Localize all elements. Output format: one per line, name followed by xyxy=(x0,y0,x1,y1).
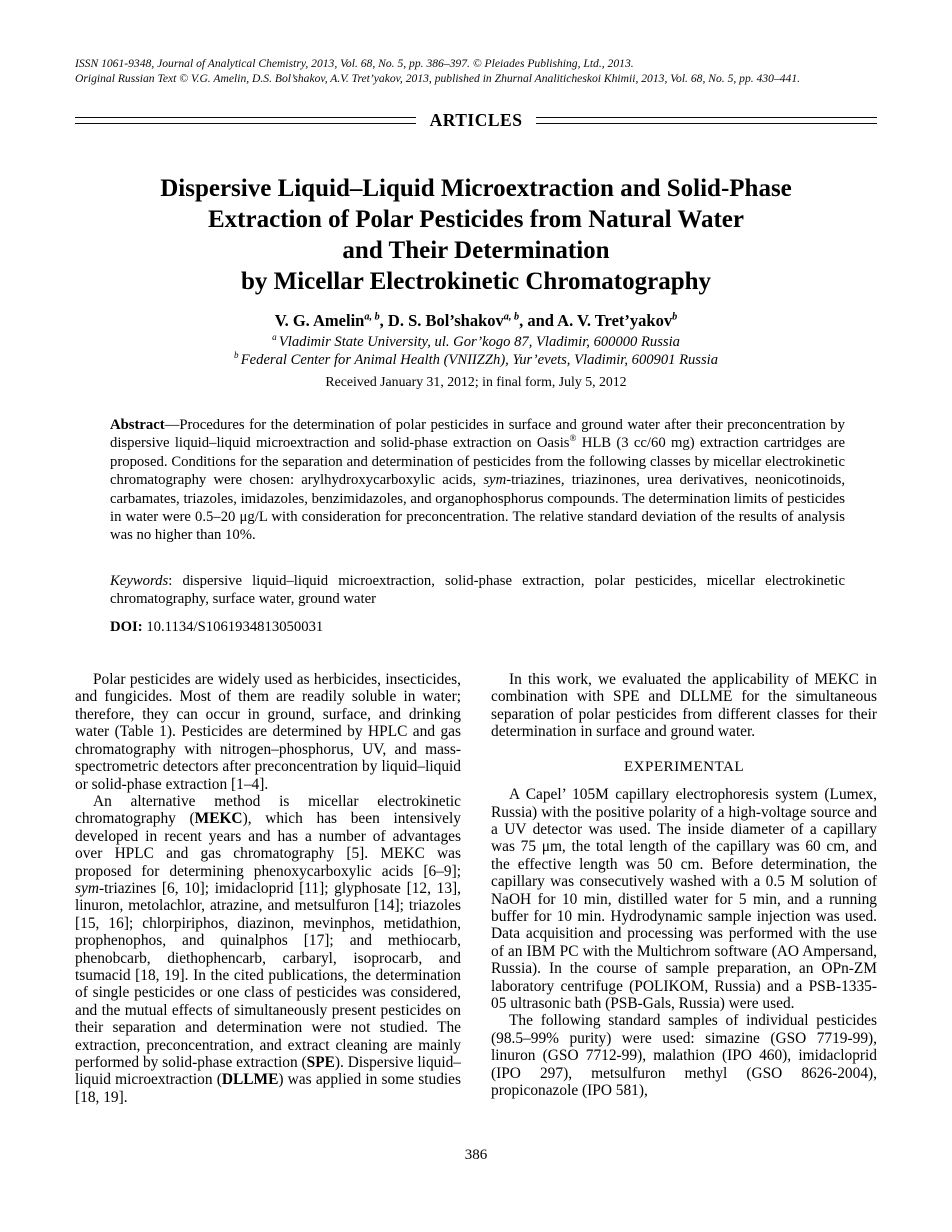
paragraph-intro-3: In this work, we evaluated the applicability of MEKC in combination with SPE and DLLME for the simultaneous separation of polar pesticides from different classes for their determination in surface and ground water. xyxy=(491,671,877,741)
paragraph-experimental-1: A Capel’ 105M capillary electrophoresis system (Lumex, Russia) with the positive polarity of a high-voltage source and a UV detector was used. The inside diameter of a capillary was 75 μm, the total length of the capillary was 60 cm, and the effective length was 50 cm. Before determination, the capillary was consecutively washed with a 0.5 M solution of NaOH for 10 min, distilled water for 5 min, and a running buffer for 10 min. Hydrodynamic sample injection was used. Data acquisition and processing was performed with the use of an IBM PC with the Multichrom software (AO Ampersand, Russia). In the course of sample preparation, an OPn-ZM laboratory centrifuge (POLIKOM, Russia) and a PSB-1335-05 ultrasonic bath (PSB-Gals, Russia) were used. xyxy=(491,786,877,1012)
article-title: Dispersive Liquid–Liquid Microextraction and Solid-Phase Extraction of Polar Pesticides from Natural Water and Their Determination by Micellar Electrokinetic Chromatography xyxy=(160,175,792,295)
received-date: Received January 31, 2012; in final form, July 5, 2012 xyxy=(325,374,627,389)
authors-line: V. G. Amelin$^{a, b}$, D. S. Bol’shakov$^{a, b}$, and A. V. Tret’yakov$^b$ xyxy=(274,311,678,330)
banner-rule-left xyxy=(75,117,416,124)
paragraph-experimental-2: The following standard samples of individual pesticides (98.5–99% purity) were used: simazine (GSO 7719-99), linuron (GSO 7712-99), malathion (IPO 460), imidacloprid (IPO 297), metsulfuron methyl (GSO 8626-2004), propiconazole (IPO 581), xyxy=(491,1012,877,1099)
body-left-column xyxy=(75,671,461,1106)
journal-header-line1: ISSN 1061-9348, Journal of Analytical Chemistry, 2013, Vol. 68, No. 5, pp. 386–397. © Pleiades Publishing, Ltd., 2013. xyxy=(75,57,634,70)
body-right-column xyxy=(491,671,877,1106)
paragraph-intro-2: An alternative method is micellar electrokinetic chromatography (MEKC), which has been intensively developed in recent years and has a number of advantages over HPLC and gas chromatography [5]. MEKC was proposed for determining phenoxycarboxylic acids [6–9]; sym-triazines [6, 10]; imidacloprid [11]; glyphosate [12, 13], linuron, metolachlor, atrazine, and metsulfuron [14]; triazoles [15, 16]; chlorpiriphos, diazinon, mevinphos, metidathion, prophenophos, and quinalphos [17]; and methiocarb, phenobcarb, diethophencarb, carbaryl, isoprocarb, and tsumacid [18, 19]. In the cited publications, the determination of single pesticides or one class of pesticides was considered, and the mutual effects of simultaneously present pesticides on their separation and determination were not studied. The extraction, preconcentration, and extract cleaning are mainly performed by solid-phase extraction (SPE). Dispersive liquid–liquid microextraction (DLLME) was applied in some studies [18, 19]. xyxy=(75,792,461,1106)
articles-label: ARTICLES xyxy=(429,110,523,130)
body-columns xyxy=(75,671,877,1106)
affiliations xyxy=(75,334,877,369)
banner-rule-right xyxy=(536,117,877,124)
page-number: 386 xyxy=(464,1147,488,1163)
articles-banner xyxy=(75,110,877,131)
journal-header xyxy=(75,57,877,86)
journal-header-line2: Original Russian Text © V.G. Amelin, D.S. Bol’shakov, A.V. Tret’yakov, 2013, published in Zhurnal Analiticheskoi Khimii, 2013, Vol. 68, No. 5, pp. 430–441. xyxy=(75,71,801,85)
keywords-text: Keywords: dispersive liquid–liquid microextraction, solid-phase extraction, polar pesticides, micellar electrokinetic chromatography, surface water, ground water xyxy=(110,572,845,608)
abstract-text: Abstract—Procedures for the determination of polar pesticides in surface and ground water after their preconcentration by dispersive liquid–liquid microextraction and solid-phase extraction on Oasis® HLB (3 cc/60 mg) extraction cartridges are proposed. Conditions for the separation and determination of pesticides from the following classes by micellar electrokinetic chromatography were chosen: arylhydroxycarboxylic acids, sym-triazines, triazinones, urea derivatives, neonicotinoids, carbamates, triazoles, imidazoles, benzimidazoles, and organophosphorus compounds. The determination limits of pesticides in water were 0.5–20 μg/L with consideration for preconcentration. The relative standard deviation of the results of analysis was no higher than 10%. xyxy=(110,417,845,544)
section-heading-experimental: EXPERIMENTAL xyxy=(623,757,744,775)
paragraph-intro-1: Polar pesticides are widely used as herbicides, insecticides, and fungicides. Most of them are readily soluble in water; therefore, they can occur in ground, surface, and drinking water (Table 1). Pesticides are determined by HPLC and gas chromatography with nitrogen–phosphorus, UV, and mass-spectrometric detectors after preconcentration by liquid–liquid or solid-phase extraction [1–4]. xyxy=(75,671,461,793)
affiliation-a: $^a$ Vladimir State University, ul. Gor’kogo 87, Vladimir, 600000 Russia xyxy=(272,332,680,350)
abstract-block xyxy=(110,416,845,636)
affiliation-b: $^b$ Federal Center for Animal Health (VNIIZZh), Yur’evets, Vladimir, 600901 Russia xyxy=(233,349,719,368)
doi-line: DOI: 10.1134/S1061934813050031 xyxy=(110,618,324,635)
